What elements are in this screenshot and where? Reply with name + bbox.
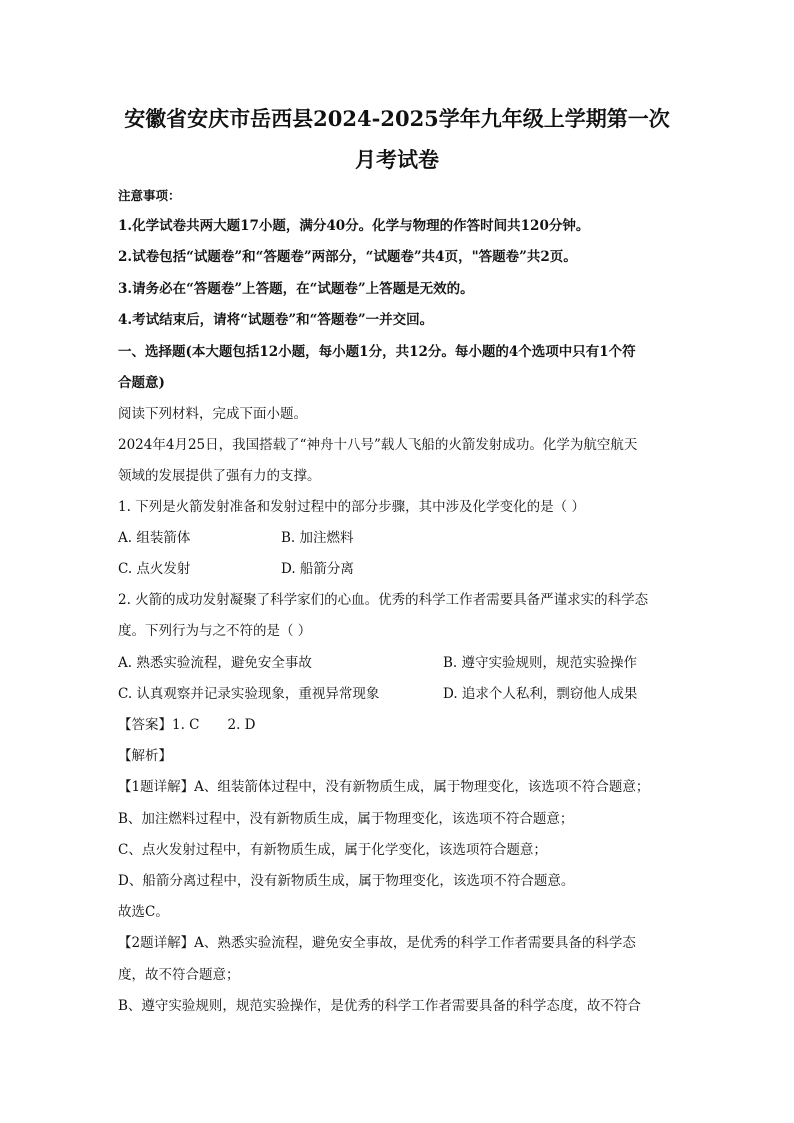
material-text-line1: 2024年4月25日，我国搭载了“神舟十八号”载人飞船的火箭发射成功。化学为航空航天: [118, 437, 638, 453]
notice-heading: 注意事项：: [118, 188, 181, 203]
answer-line: [118, 715, 678, 735]
answer-label: 【答案】: [118, 717, 172, 733]
section-heading-line2: 合题意): [118, 375, 165, 391]
section-heading-line1: 一、选择题(本大题包括12小题，每小题1分，共12分。每小题的4个选项中只有1个符: [118, 344, 636, 360]
question-1-stem: 1. 下列是火箭发射准备和发射过程中的部分步骤，其中涉及化学变化的是（ ）: [118, 499, 585, 515]
analysis-q2-line: B、遵守实验规则，规范实验操作，是优秀的科学工作者需要具备的科学态度，故不符合: [118, 998, 641, 1014]
q2-option-b: B. 遵守实验规则，规范实验操作: [443, 655, 638, 671]
q2-option-c: C. 认真观察并记录实验现象，重视异常现象: [118, 686, 380, 702]
q1-option-a: A. 组装箭体: [118, 530, 191, 546]
analysis-q1-line: C、点火发射过程中，有新物质生成，属于化学变化，该选项符合题意；: [118, 842, 547, 858]
analysis-q1-line: 【1题详解】A、组装箭体过程中，没有新物质生成，属于物理变化，该选项不符合题意；: [118, 779, 650, 795]
q1-option-b: B. 加注燃料: [281, 530, 354, 546]
notice-item-3: 3.请务必在“答题卷”上答题，在“试题卷”上答题是无效的。: [118, 281, 474, 297]
analysis-q2-line: 【2题详解】A、熟悉实验流程，避免安全事故，是优秀的科学工作者需要具备的科学态: [118, 935, 636, 951]
answer-2: 2. D: [227, 717, 256, 733]
material-intro: 阅读下列材料，完成下面小题。: [118, 406, 307, 422]
question-2-stem-line1: 2. 火箭的成功发射凝聚了科学家们的心血。优秀的科学工作者需要具备严谨求实的科学态: [118, 592, 649, 608]
notice-item-4: 4.考试结束后，请将“试题卷”和“答题卷”一并交回。: [118, 312, 434, 328]
q1-option-c: C. 点火发射: [118, 561, 191, 577]
exam-title-line1: 安徽省安庆市岳西县2024-2025学年九年级上学期第一次: [124, 106, 670, 131]
q2-option-a: A. 熟悉实验流程，避免安全事故: [118, 655, 312, 671]
q1-option-d: D. 船箭分离: [281, 561, 354, 577]
analysis-q1-conclusion: 故选C。: [118, 904, 169, 920]
analysis-q1-line: B、加注燃料过程中，没有新物质生成，属于物理变化，该选项不符合题意；: [118, 811, 574, 827]
analysis-q1-line: D、船箭分离过程中，没有新物质生成，属于物理变化，该选项不符合题意。: [118, 873, 575, 889]
exam-title-line2: 月考试卷: [355, 147, 439, 172]
notice-item-2: 2.试卷包括“试题卷”和“答题卷”两部分，“试题卷”共4页，"答题卷”共2页。: [118, 249, 577, 265]
q2-option-d: D. 追求个人私利，剽窃他人成果: [443, 686, 638, 702]
question-2-stem-line2: 度。下列行为与之不符的是（ ）: [118, 623, 312, 639]
analysis-q2-line: 度，故不符合题意；: [118, 967, 240, 983]
analysis-label: 【解析】: [118, 748, 172, 764]
material-text-line2: 领域的发展提供了强有力的支撑。: [118, 468, 321, 484]
answer-1: 1. C: [172, 717, 200, 733]
notice-item-1: 1.化学试卷共两大题17小题，满分40分。化学与物理的作答时间共120分钟。: [118, 218, 590, 234]
